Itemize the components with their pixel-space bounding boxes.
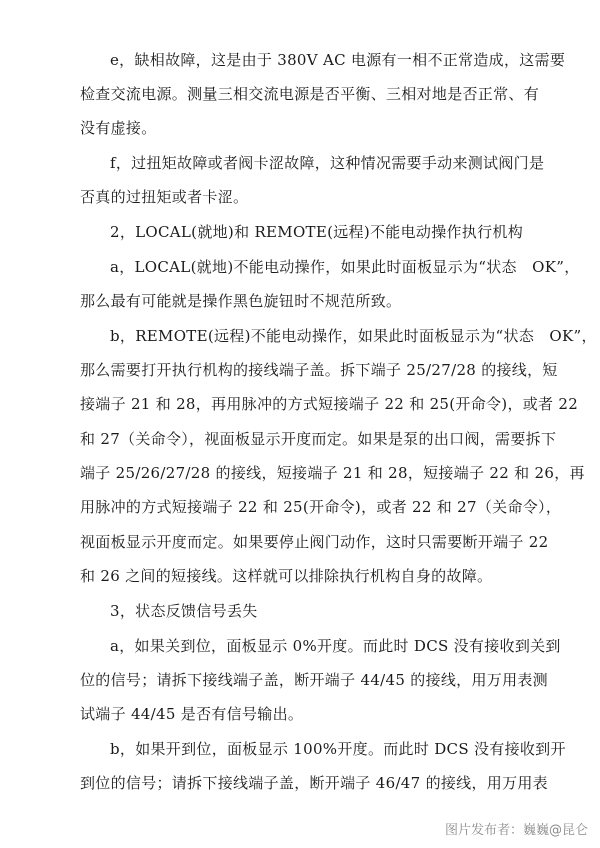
text-line: 视面板显示开度而定。如果要停止阀门动作，这时只需要断开端子 22 — [80, 533, 549, 551]
text-line: 接端子 21 和 28，再用脉冲的方式短接端子 22 和 25(开命令)，或者 22 — [80, 395, 579, 413]
text-line: 检查交流电源。测量三相交流电源是否平衡、三相对地是否正常、有 — [80, 85, 540, 103]
text-line: 位的信号；请拆下接线端子盖，断开端子 44/45 的接线，用万用表测 — [80, 671, 548, 689]
text-line: a，如果关到位，面板显示 0%开度。而此时 DCS 没有接收到关到 — [110, 637, 561, 655]
text-line: b，REMOTE(远程)不能电动操作，如果此时面板显示为“状态 OK”， — [110, 327, 597, 345]
publisher-watermark: 图片发布者：巍巍@昆仑 — [444, 823, 588, 838]
text-line: 那么需要打开执行机构的接线端子盖。拆下端子 25/27/28 的接线，短 — [80, 361, 558, 379]
section-heading: 3，状态反馈信号丢失 — [110, 602, 258, 620]
text-line: 和 27（关命令），视面板显示开度而定。如果是泵的出口阀，需要拆下 — [80, 430, 557, 448]
text-line: e，缺相故障，这是由于 380V AC 电源有一相不正常造成，这需要 — [110, 51, 566, 69]
text-line: 和 26 之间的短接线。这样就可以排除执行机构自身的故障。 — [80, 567, 493, 585]
text-line: 那么最有可能就是操作黑色旋钮时不规范所致。 — [80, 292, 402, 310]
text-line: f，过扭矩故障或者阀卡涩故障，这种情况需要手动来测试阀门是 — [110, 154, 545, 172]
text-line: b，如果开到位，面板显示 100%开度。而此时 DCS 没有接收到开 — [110, 740, 566, 758]
text-line: 端子 25/26/27/28 的接线，短接端子 21 和 28，短接端子 22 和 26，再 — [80, 464, 585, 482]
text-line: 否真的过扭矩或者卡涩。 — [80, 188, 249, 206]
text-line: 用脉冲的方式短接端子 22 和 25(开命令)，或者 22 和 27（关命令）， — [80, 498, 562, 516]
text-line: 到位的信号；请拆下接线端子盖，断开端子 46/47 的接线，用万用表 — [80, 774, 548, 792]
text-line: 试端子 44/45 是否有信号输出。 — [80, 705, 304, 723]
text-line: a，LOCAL(就地)不能电动操作，如果此时面板显示为“状态 OK”， — [110, 258, 580, 276]
text-line: 没有虚接。 — [80, 119, 157, 137]
section-heading: 2，LOCAL(就地)和 REMOTE(远程)不能电动操作执行机构 — [110, 223, 524, 241]
